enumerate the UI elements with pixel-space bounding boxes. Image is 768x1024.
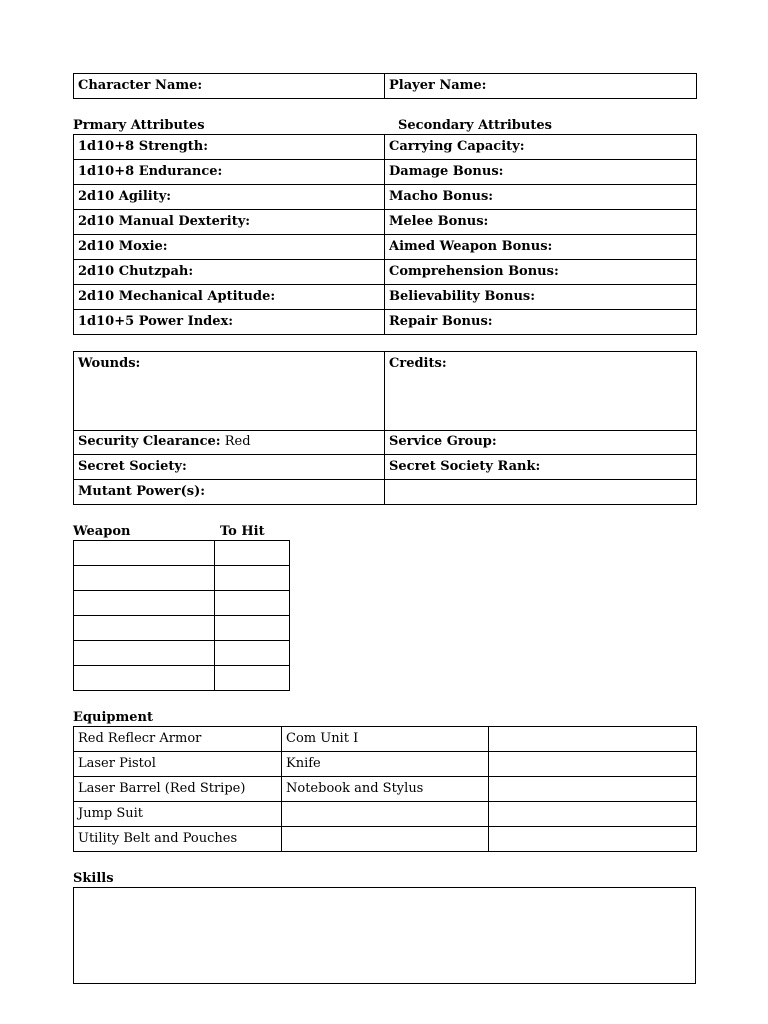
- player-name-field[interactable]: Player Name:: [385, 74, 697, 99]
- credits-field[interactable]: Credits:: [385, 352, 697, 431]
- wounds-field[interactable]: Wounds:: [74, 352, 385, 431]
- secret-society-row: [74, 455, 697, 480]
- clearance-row: [74, 430, 697, 455]
- primary-attribute-field[interactable]: 1d10+8 Endurance:: [74, 160, 385, 185]
- secondary-attributes-heading: Secondary Attributes: [398, 118, 552, 133]
- mutant-power-row: [74, 480, 697, 505]
- weapon-cell[interactable]: [74, 641, 215, 666]
- weapon-row: [74, 666, 290, 691]
- weapon-cell[interactable]: [74, 541, 215, 566]
- attribute-row: [74, 135, 697, 160]
- security-clearance-value: Red: [224, 434, 251, 449]
- weapon-row: [74, 566, 290, 591]
- primary-attribute-field[interactable]: 1d10+5 Power Index:: [74, 310, 385, 335]
- equipment-item[interactable]: [282, 827, 489, 852]
- security-clearance-field[interactable]: [74, 430, 385, 455]
- status-table-lower: [73, 430, 697, 505]
- to-hit-cell[interactable]: [215, 666, 290, 691]
- secondary-attribute-field[interactable]: Repair Bonus:: [385, 310, 697, 335]
- service-group-field[interactable]: Service Group:: [385, 430, 697, 455]
- attribute-row: [74, 285, 697, 310]
- secondary-attribute-field[interactable]: Damage Bonus:: [385, 160, 697, 185]
- equipment-heading: Equipment: [73, 710, 153, 725]
- mutant-powers-field[interactable]: Mutant Power(s):: [74, 480, 385, 505]
- wounds-credits-row: [74, 352, 697, 431]
- primary-attribute-field[interactable]: 2d10 Moxie:: [74, 235, 385, 260]
- primary-attribute-field[interactable]: 2d10 Agility:: [74, 185, 385, 210]
- primary-attribute-field[interactable]: 1d10+8 Strength:: [74, 135, 385, 160]
- status-table: [73, 351, 697, 431]
- to-hit-cell[interactable]: [215, 541, 290, 566]
- weapons-table: [73, 540, 290, 691]
- equipment-item[interactable]: [489, 827, 697, 852]
- equipment-item[interactable]: Notebook and Stylus: [282, 777, 489, 802]
- to-hit-heading: To Hit: [220, 524, 265, 539]
- name-table: [73, 73, 697, 99]
- equipment-item[interactable]: Laser Pistol: [74, 752, 282, 777]
- character-name-field[interactable]: Character Name:: [74, 74, 385, 99]
- weapon-heading: Weapon: [73, 524, 131, 539]
- weapon-row: [74, 641, 290, 666]
- weapon-cell[interactable]: [74, 591, 215, 616]
- security-clearance-label: Security Clearance:: [78, 434, 221, 449]
- weapon-cell[interactable]: [74, 566, 215, 591]
- equipment-item[interactable]: Laser Barrel (Red Stripe): [74, 777, 282, 802]
- weapon-row: [74, 616, 290, 641]
- to-hit-cell[interactable]: [215, 566, 290, 591]
- equipment-item[interactable]: Utility Belt and Pouches: [74, 827, 282, 852]
- equipment-row: [74, 827, 697, 852]
- secondary-attribute-field[interactable]: Macho Bonus:: [385, 185, 697, 210]
- attribute-row: [74, 260, 697, 285]
- equipment-item[interactable]: [489, 777, 697, 802]
- equipment-item[interactable]: Jump Suit: [74, 802, 282, 827]
- equipment-table: [73, 726, 697, 852]
- attribute-row: [74, 185, 697, 210]
- attribute-row: [74, 310, 697, 335]
- secondary-attribute-field[interactable]: Carrying Capacity:: [385, 135, 697, 160]
- skills-heading: Skills: [73, 871, 114, 886]
- name-row: [74, 74, 697, 99]
- equipment-item[interactable]: [282, 802, 489, 827]
- to-hit-cell[interactable]: [215, 591, 290, 616]
- to-hit-cell[interactable]: [215, 616, 290, 641]
- attribute-row: [74, 210, 697, 235]
- equipment-item[interactable]: [489, 727, 697, 752]
- attribute-row: [74, 160, 697, 185]
- primary-attributes-heading: Prmary Attributes: [73, 118, 205, 133]
- equipment-row: [74, 802, 697, 827]
- skills-box[interactable]: [73, 887, 696, 984]
- equipment-item[interactable]: Red Reflecr Armor: [74, 727, 282, 752]
- equipment-row: [74, 752, 697, 777]
- weapon-cell[interactable]: [74, 666, 215, 691]
- equipment-item[interactable]: [489, 752, 697, 777]
- secret-society-field[interactable]: Secret Society:: [74, 455, 385, 480]
- equipment-item[interactable]: [489, 802, 697, 827]
- secret-society-rank-field[interactable]: Secret Society Rank:: [385, 455, 697, 480]
- secondary-attribute-field[interactable]: Aimed Weapon Bonus:: [385, 235, 697, 260]
- equipment-row: [74, 777, 697, 802]
- primary-attribute-field[interactable]: 2d10 Chutzpah:: [74, 260, 385, 285]
- weapon-cell[interactable]: [74, 616, 215, 641]
- primary-attribute-field[interactable]: 2d10 Manual Dexterity:: [74, 210, 385, 235]
- to-hit-cell[interactable]: [215, 641, 290, 666]
- secondary-attribute-field[interactable]: Melee Bonus:: [385, 210, 697, 235]
- attribute-row: [74, 235, 697, 260]
- secondary-attribute-field[interactable]: Believability Bonus:: [385, 285, 697, 310]
- primary-attribute-field[interactable]: 2d10 Mechanical Aptitude:: [74, 285, 385, 310]
- equipment-row: [74, 727, 697, 752]
- attributes-table: [73, 134, 697, 335]
- mutant-powers-blank-cell[interactable]: [385, 480, 697, 505]
- equipment-item[interactable]: Com Unit I: [282, 727, 489, 752]
- equipment-item[interactable]: Knife: [282, 752, 489, 777]
- secondary-attribute-field[interactable]: Comprehension Bonus:: [385, 260, 697, 285]
- weapon-row: [74, 541, 290, 566]
- weapon-row: [74, 591, 290, 616]
